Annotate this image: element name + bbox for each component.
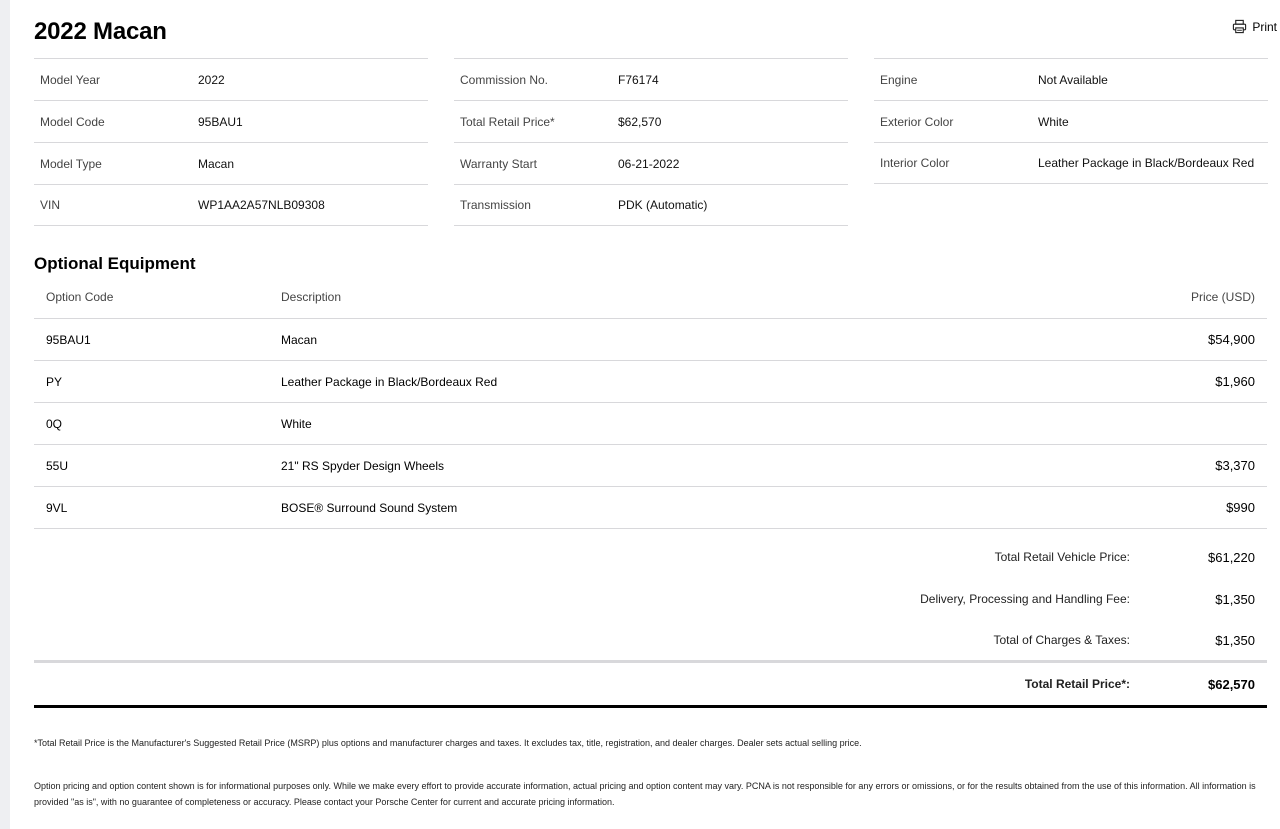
spec-value: F76174 — [618, 72, 659, 87]
header-description: Description — [281, 290, 342, 304]
spec-value: Macan — [198, 156, 235, 171]
option-description: White — [281, 416, 312, 431]
table-header — [34, 276, 1267, 319]
spec-column-order — [454, 58, 848, 226]
printer-icon — [1232, 19, 1247, 34]
total-value: $1,350 — [1215, 591, 1255, 607]
totals-section — [34, 536, 1267, 708]
option-price: $3,370 — [1215, 458, 1255, 473]
spec-row — [34, 100, 428, 142]
spec-value: Leather Package in Black/Bordeaux Red — [1038, 156, 1255, 170]
spec-value: 06-21-2022 — [618, 156, 680, 171]
pricing-disclaimer: Option pricing and option content shown is for informational purposes only. While we make every effort to provide accurate information, actual pricing and option content may vary. PCNA is not responsible for any errors or omissions, or for the results obtained from the use of this information. All information is provided "as is", with no guarantee of completeness or accuracy. Please contact your Porsche Center for current and accurate pricing information. — [34, 781, 1256, 807]
total-label: Total Retail Vehicle Price: — [994, 550, 1130, 564]
spec-row — [34, 184, 428, 226]
option-description: Leather Package in Black/Bordeaux Red — [281, 374, 498, 389]
page-title: 2022 Macan — [34, 18, 167, 45]
option-code: 55U — [46, 458, 69, 473]
table-row — [34, 445, 1267, 487]
print-label: Print — [1252, 19, 1277, 34]
table-row — [34, 319, 1267, 361]
spec-column-appearance — [874, 58, 1268, 184]
spec-row — [454, 100, 848, 142]
option-code: PY — [46, 374, 63, 389]
charges-taxes-row — [34, 620, 1267, 663]
spec-value: 95BAU1 — [198, 114, 243, 129]
table-row — [34, 403, 1267, 445]
grand-total-label: Total Retail Price*: — [1024, 677, 1130, 691]
msrp-footnote: *Total Retail Price is the Manufacturer's Suggested Retail Price (MSRP) plus options and manufacturer charges and taxes. It excludes tax, title, registration, and dealer charges. Dealer sets actual selling price. — [34, 738, 862, 748]
table-row — [34, 361, 1267, 403]
spec-label: Engine — [880, 72, 918, 87]
spec-value: White — [1038, 114, 1069, 129]
spec-label: Total Retail Price* — [460, 114, 555, 129]
spec-value: 2022 — [198, 72, 225, 87]
optional-equipment-title: Optional Equipment — [34, 254, 196, 273]
grand-total-value: $62,570 — [1208, 676, 1255, 692]
window-sticker-page — [10, 0, 1280, 829]
total-vehicle-price-row — [34, 536, 1267, 578]
option-code: 95BAU1 — [46, 332, 91, 347]
total-label: Delivery, Processing and Handling Fee: — [920, 592, 1130, 606]
spec-row — [34, 142, 428, 184]
option-code: 9VL — [46, 500, 68, 515]
option-code: 0Q — [46, 416, 63, 431]
total-value: $61,220 — [1208, 549, 1255, 565]
spec-label: Warranty Start — [460, 156, 537, 171]
option-description: Macan — [281, 332, 318, 347]
option-price: $990 — [1226, 500, 1255, 515]
header-option-code: Option Code — [46, 290, 114, 304]
spec-label: Commission No. — [460, 72, 549, 87]
spec-column-vehicle — [34, 58, 428, 226]
spec-row — [454, 184, 848, 226]
spec-row — [454, 58, 848, 100]
print-button[interactable] — [1232, 19, 1277, 34]
spec-label: Exterior Color — [880, 114, 954, 129]
optional-equipment-table — [34, 276, 1267, 529]
grand-total-row — [34, 663, 1267, 708]
spec-row — [874, 142, 1268, 184]
spec-label: Model Type — [40, 156, 102, 171]
option-price: $1,960 — [1215, 374, 1255, 389]
spec-row — [874, 58, 1268, 100]
header-price: Price (USD) — [1190, 290, 1255, 304]
spec-row — [874, 100, 1268, 142]
spec-value: WP1AA2A57NLB09308 — [198, 198, 325, 212]
option-description: 21" RS Spyder Design Wheels — [281, 458, 445, 473]
spec-row — [34, 58, 428, 100]
spec-label: VIN — [40, 198, 61, 212]
spec-value: PDK (Automatic) — [618, 198, 708, 212]
spec-label: Interior Color — [880, 156, 950, 170]
delivery-fee-row — [34, 578, 1267, 620]
spec-label: Model Year — [40, 72, 101, 87]
spec-label: Model Code — [40, 114, 105, 129]
spec-label: Transmission — [460, 198, 531, 212]
option-description: BOSE® Surround Sound System — [281, 500, 458, 515]
total-label: Total of Charges & Taxes: — [993, 633, 1130, 647]
total-value: $1,350 — [1215, 632, 1255, 648]
spec-row — [454, 142, 848, 184]
spec-value: $62,570 — [618, 114, 662, 129]
option-price: $54,900 — [1208, 332, 1255, 347]
table-row — [34, 487, 1267, 529]
spec-value: Not Available — [1038, 72, 1108, 87]
